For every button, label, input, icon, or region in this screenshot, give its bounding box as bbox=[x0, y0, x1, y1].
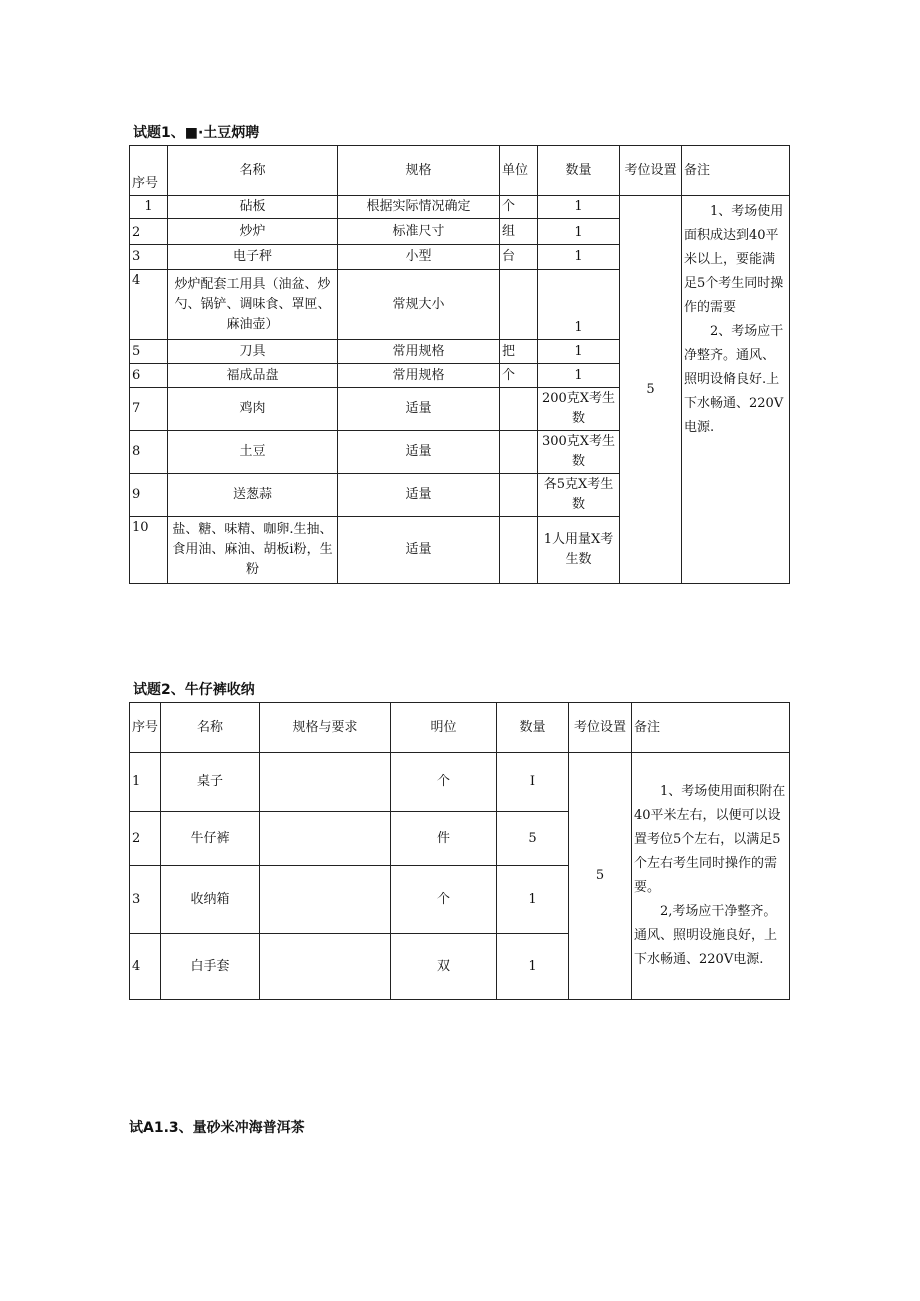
cell-name: 土豆 bbox=[168, 431, 338, 474]
cell-no: 6 bbox=[130, 364, 168, 388]
cell-qty: 5 bbox=[497, 812, 569, 866]
cell-no: 3 bbox=[130, 245, 168, 270]
cell-spec bbox=[260, 753, 391, 812]
cell-name: 刀具 bbox=[168, 340, 338, 364]
header-note: 备注 bbox=[632, 703, 790, 753]
header-unit: 单位 bbox=[500, 146, 538, 196]
cell-no: 4 bbox=[130, 934, 161, 1000]
cell-spec bbox=[260, 934, 391, 1000]
cell-no: 2 bbox=[130, 219, 168, 245]
notes-cell bbox=[682, 196, 790, 584]
cell-name: 电子秤 bbox=[168, 245, 338, 270]
header-spec: 规格与要求 bbox=[260, 703, 391, 753]
cell-name: 鸡肉 bbox=[168, 388, 338, 431]
cell-unit: 双 bbox=[391, 934, 497, 1000]
cell-unit: 把 bbox=[500, 340, 538, 364]
cell-unit: 个 bbox=[500, 364, 538, 388]
table-row bbox=[130, 196, 790, 219]
cell-unit: 件 bbox=[391, 812, 497, 866]
header-spec: 规格 bbox=[338, 146, 500, 196]
cell-no: 4 bbox=[130, 270, 168, 340]
cell-qty: 1 bbox=[538, 364, 620, 388]
cell-spec: 标准尺寸 bbox=[338, 219, 500, 245]
header-name: 名称 bbox=[161, 703, 260, 753]
cell-qty: 1 bbox=[538, 270, 620, 340]
cell-unit bbox=[500, 270, 538, 340]
seats-cell: 5 bbox=[569, 753, 632, 1000]
equipment-table-2 bbox=[129, 702, 790, 1000]
cell-qty: 1 bbox=[538, 245, 620, 270]
cell-qty: 1 bbox=[497, 866, 569, 934]
seats-cell: 5 bbox=[620, 196, 682, 584]
cell-no: 7 bbox=[130, 388, 168, 431]
cell-spec: 适量 bbox=[338, 388, 500, 431]
cell-name: 炒炉 bbox=[168, 219, 338, 245]
cell-name: 炒炉配套工用具（油盆、炒勺、锅铲、调味食、罩匣、麻油壶） bbox=[168, 270, 338, 340]
cell-qty: 1 bbox=[538, 219, 620, 245]
note-2: 2,考场应干净整齐。通风、照明设施良好，上下水畅通、220V电源. bbox=[634, 904, 778, 967]
cell-unit bbox=[500, 388, 538, 431]
header-no: 序号 bbox=[130, 703, 161, 753]
cell-no: 1 bbox=[130, 196, 168, 219]
cell-qty: I bbox=[497, 753, 569, 812]
cell-no: 1 bbox=[130, 753, 161, 812]
cell-spec: 适量 bbox=[338, 517, 500, 584]
equipment-table-1 bbox=[129, 145, 790, 584]
header-name: 名称 bbox=[168, 146, 338, 196]
cell-qty: 1 bbox=[538, 340, 620, 364]
cell-name: 福成品盘 bbox=[168, 364, 338, 388]
section1-title: 试题1、■·土豆炳聘 bbox=[133, 125, 260, 141]
header-qty: 数量 bbox=[538, 146, 620, 196]
notes-cell bbox=[632, 753, 790, 1000]
section3-title: 试A1.3、量砂米冲海普洱茶 bbox=[129, 1120, 305, 1136]
note-1: 1、考场使用面积附在40平米左右，以便可以设置考位5个左右，以满足5个左右考生同时操作的需要。 bbox=[634, 784, 786, 895]
cell-unit: 台 bbox=[500, 245, 538, 270]
cell-spec: 常用规格 bbox=[338, 340, 500, 364]
header-note: 备注 bbox=[682, 146, 790, 196]
cell-spec bbox=[260, 866, 391, 934]
cell-name: 盐、糖、味精、咖卵.生抽、食用油、麻油、胡板i粉，生粉 bbox=[168, 517, 338, 584]
cell-qty: 200克X考生数 bbox=[538, 388, 620, 431]
cell-qty: 各5克X考生数 bbox=[538, 474, 620, 517]
section2-title: 试题2、牛仔裤收纳 bbox=[133, 682, 255, 698]
cell-spec: 常用规格 bbox=[338, 364, 500, 388]
cell-no: 8 bbox=[130, 431, 168, 474]
cell-no: 10 bbox=[130, 517, 168, 584]
cell-no: 5 bbox=[130, 340, 168, 364]
cell-spec: 常规大小 bbox=[338, 270, 500, 340]
cell-no: 3 bbox=[130, 866, 161, 934]
cell-spec: 适量 bbox=[338, 431, 500, 474]
cell-qty: 300克X考生数 bbox=[538, 431, 620, 474]
cell-spec: 根据实际情况确定 bbox=[338, 196, 500, 219]
note-1: 1、考场使用面积成达到40平米以上，要能满足5个考生同时操作的需要 bbox=[684, 204, 784, 315]
header-seats: 考位设置 bbox=[569, 703, 632, 753]
cell-unit bbox=[500, 431, 538, 474]
cell-name: 白手套 bbox=[161, 934, 260, 1000]
cell-no: 9 bbox=[130, 474, 168, 517]
header-seats: 考位设置 bbox=[620, 146, 682, 196]
cell-qty: 1人用量X考生数 bbox=[538, 517, 620, 584]
note-2: 2、考场应干净整齐。通风、照明设脩良好.上下水畅通、220V电源. bbox=[684, 324, 784, 435]
cell-spec: 小型 bbox=[338, 245, 500, 270]
cell-unit: 个 bbox=[391, 866, 497, 934]
cell-spec: 适量 bbox=[338, 474, 500, 517]
table-row bbox=[130, 753, 790, 812]
header-unit: 明位 bbox=[391, 703, 497, 753]
cell-qty: 1 bbox=[538, 196, 620, 219]
cell-no: 2 bbox=[130, 812, 161, 866]
cell-name: 桌子 bbox=[161, 753, 260, 812]
cell-name: 收纳箱 bbox=[161, 866, 260, 934]
header-qty: 数量 bbox=[497, 703, 569, 753]
cell-unit: 个 bbox=[391, 753, 497, 812]
cell-qty: 1 bbox=[497, 934, 569, 1000]
cell-unit: 个 bbox=[500, 196, 538, 219]
cell-unit bbox=[500, 474, 538, 517]
cell-name: 牛仔裤 bbox=[161, 812, 260, 866]
cell-unit bbox=[500, 517, 538, 584]
cell-unit: 组 bbox=[500, 219, 538, 245]
cell-name: 送葱蒜 bbox=[168, 474, 338, 517]
header-no: 序号 bbox=[130, 146, 168, 196]
cell-spec bbox=[260, 812, 391, 866]
cell-name: 砧板 bbox=[168, 196, 338, 219]
